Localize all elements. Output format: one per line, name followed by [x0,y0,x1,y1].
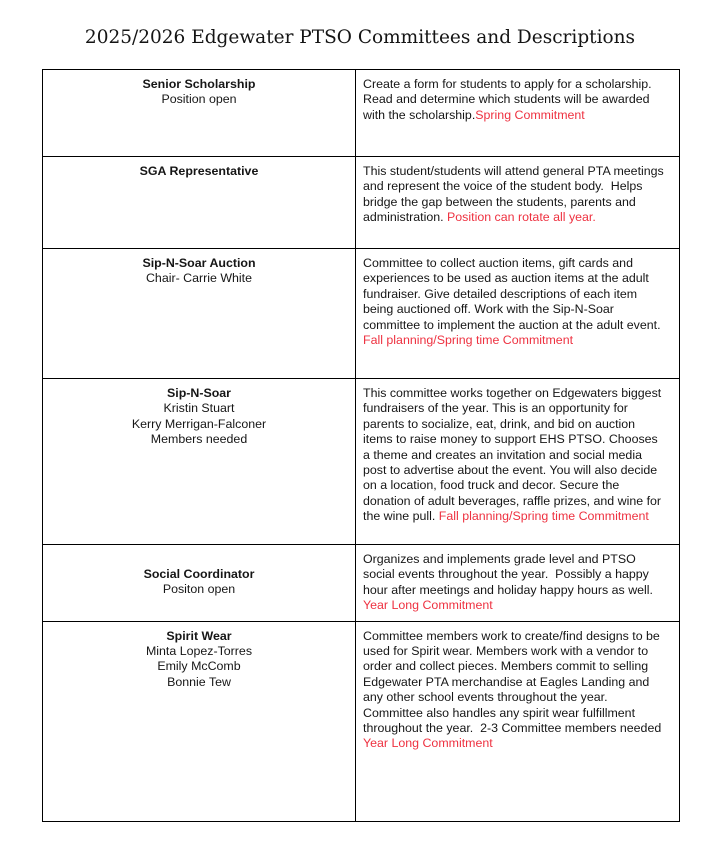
document-title: 2025/2026 Edgewater PTSO Committees and Descriptions [84,27,636,48]
committee-row [43,621,679,821]
commitment-note: Fall planning/Spring time Commitment [363,333,574,348]
description-cell [356,157,679,248]
description-cell [356,70,679,156]
committee-description [363,77,666,123]
description-text: Committee members work to create/find designs to be used for Spirit wear. Members work with a vendor to order and collect pieces. Members commit to selling Edgewater PTA merchandise at Eagles Landing and any other school events throughout the year. Committee also handles any spirit wear fulfillment throughout the year. 2-3 Committee members needed [363,628,664,736]
committee-member: Minta Lopez-Torres [145,644,253,659]
description-text: Organizes and implements grade level and PTSO social events throughout the year. Possibly a happy hour after meetings and holiday happy hours as well. [363,552,653,597]
committee-cell [43,545,356,621]
committee-description [363,256,666,348]
description-text: This student/students will attend general PTA meetings and represent the voice of the student body. Helps bridge the gap between the students, parents and administration. [363,164,668,225]
committees-table [42,69,680,822]
commitment-note: Fall planning/Spring time Commitment [438,509,649,524]
committee-name: Social Coordinator [143,567,255,581]
committee-name: Senior Scholarship [142,77,256,91]
committee-name: Sip-N-Soar [166,386,232,400]
committee-cell [43,249,356,378]
committee-member: Emily McComb [157,659,241,674]
committee-row [43,544,679,621]
committee-member: Positon open [162,582,236,597]
commitment-note: Year Long Commitment [363,598,493,613]
description-cell [356,249,679,378]
description-text: Committee to collect auction items, gift cards and experiences to be used as auction items at the adult fundraiser. Give detailed descriptions of each item being auctioned off. Work with the Sip-N-Soar committee to implement the auction at the adult event. [363,256,661,332]
description-cell [356,379,679,544]
description-cell [356,545,679,621]
description-cell [356,622,679,821]
committee-cell [43,70,356,156]
committee-name: SGA Representative [139,164,259,178]
committee-member: Members needed [150,432,248,447]
committee-row [43,156,679,248]
committee-member: Bonnie Tew [167,674,231,689]
committee-row [43,378,679,544]
committee-description [363,629,666,752]
committee-cell [43,622,356,821]
commitment-note: Position can rotate all year. [447,210,596,225]
committee-name: Sip-N-Soar Auction [142,256,256,270]
committee-description [363,552,666,614]
committee-member: Chair- Carrie White [145,271,253,286]
commitment-note: Spring Commitment [475,107,585,122]
description-text: Create a form for students to apply for a scholarship. Read and determine which students will be awarded with the scholarship. [363,77,656,122]
commitment-note: Year Long Commitment [363,736,493,751]
committee-cell [43,157,356,248]
committee-row [43,70,679,156]
committee-row [43,248,679,378]
document-page [0,27,720,822]
committee-description [363,386,666,525]
committee-member: Position open [161,92,237,107]
committee-member: Kristin Stuart [163,401,235,416]
committee-description [363,164,666,226]
committee-name: Spirit Wear [166,628,232,643]
description-text: This committee works together on Edgewaters biggest fundraisers of the year. This is an opportunity for parents to socialize, eat, drink, and bid on auction items to raise money to support EHS PTSO. Chooses a theme and creates an invitation and social media post to advertise about the event. You will also decide on a location, food truck and decor. Secure the donation of adult beverages, raffle prizes, and wine for the wine pull. [363,386,665,524]
committee-member: Kerry Merrigan-Falconer [131,416,267,431]
committee-cell [43,379,356,544]
